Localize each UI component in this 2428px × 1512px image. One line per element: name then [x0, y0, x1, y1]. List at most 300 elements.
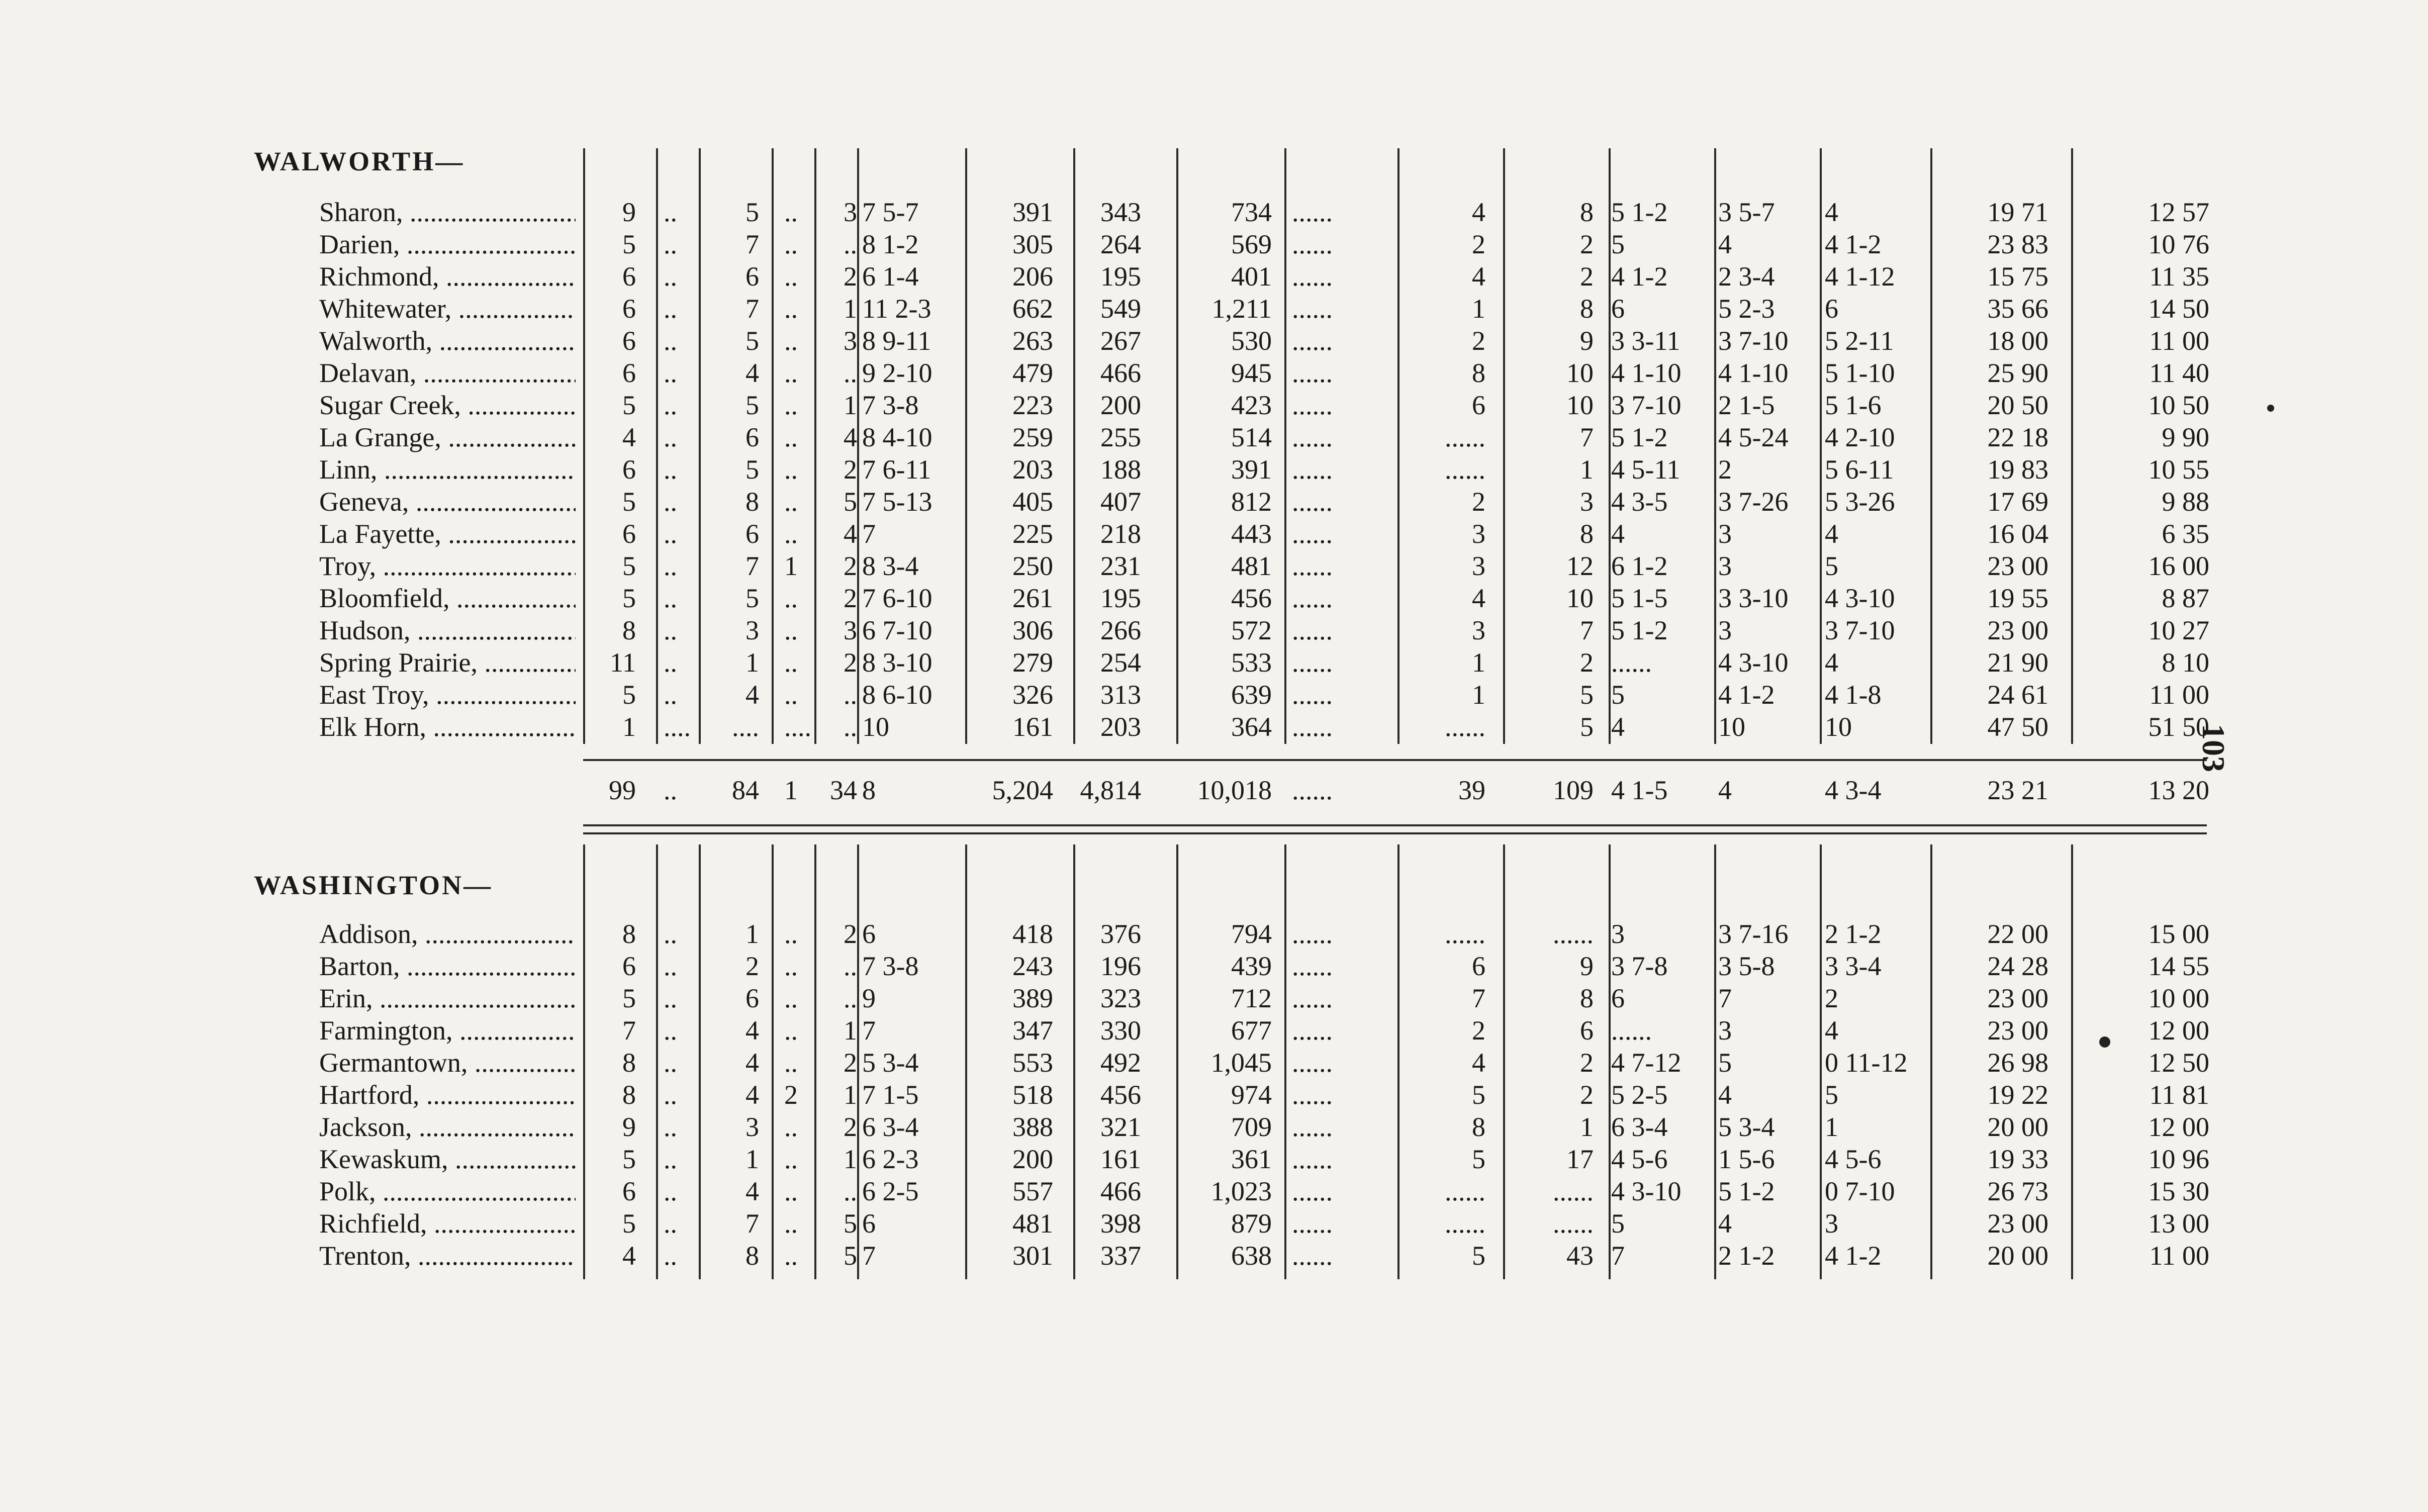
table-cell: 4 1-2 — [1825, 1241, 1882, 1271]
table-cell: 7 — [1580, 422, 1594, 452]
table-cell: ...... — [1445, 1176, 1485, 1206]
table-cell: 4 5-11 — [1611, 454, 1680, 485]
table-cell: 4 1-10 — [1718, 358, 1789, 388]
column-rule — [1176, 148, 1178, 744]
table-cell: 5 1-2 — [1718, 1176, 1775, 1206]
table-cell: 4 — [1472, 583, 1485, 613]
table-cell: 7 — [1472, 983, 1485, 1013]
column-rule — [1609, 844, 1611, 1279]
table-cell: 14 50 — [2148, 294, 2209, 324]
table-cell: ...... — [1292, 1144, 1333, 1174]
town-name: Farmington, ..... — [319, 1014, 576, 1047]
table-cell: .. — [664, 197, 677, 227]
table-cell: 20 00 — [1987, 1241, 2048, 1271]
table-cell: 23 83 — [1987, 229, 2048, 259]
table-cell: .. — [664, 422, 677, 452]
table-cell: 4 — [1718, 1208, 1732, 1239]
table-cell: 19 71 — [1987, 197, 2048, 227]
table-cell: 1 — [1580, 1112, 1594, 1142]
table-cell: 6 — [1472, 390, 1485, 420]
table-cell: 10 96 — [2148, 1144, 2209, 1174]
column-rule — [2071, 148, 2073, 744]
town-name: Sharon, ..... — [319, 196, 576, 228]
total-cell: 109 — [1553, 775, 1594, 805]
town-name: Trenton, ..... — [319, 1240, 576, 1272]
table-cell: 2 — [1580, 229, 1594, 259]
table-cell: 9 88 — [2162, 487, 2209, 517]
table-cell: .. — [664, 1015, 677, 1046]
table-cell: .. — [664, 294, 677, 324]
table-cell: 5 3-26 — [1825, 487, 1895, 517]
column-rule — [1284, 148, 1286, 744]
table-cell: 3 7-8 — [1611, 951, 1668, 981]
table-cell: 17 — [1566, 1144, 1594, 1174]
table-cell: 5 — [622, 229, 636, 259]
table-cell: 4 2-10 — [1825, 422, 1895, 452]
table-cell: .. — [664, 551, 677, 581]
table-cell: ...... — [1445, 919, 1485, 949]
table-cell: 549 — [1100, 294, 1141, 324]
table-cell: 5 — [1472, 1144, 1485, 1174]
table-cell: 1 — [1825, 1112, 1838, 1142]
table-cell: 2 — [1718, 454, 1732, 485]
table-cell: 4 5-6 — [1611, 1144, 1668, 1174]
table-cell: 5 1-2 — [1611, 615, 1668, 645]
total-rule — [583, 759, 2207, 761]
table-cell: 1 — [745, 919, 759, 949]
table-cell: 5 — [622, 1144, 636, 1174]
table-cell: 9 — [622, 197, 636, 227]
table-cell: 530 — [1231, 326, 1272, 356]
table-cell: 9 2-10 — [862, 358, 932, 388]
table-cell: 259 — [1012, 422, 1053, 452]
town-name: Walworth, ..... — [319, 325, 576, 357]
table-cell: 6 — [622, 951, 636, 981]
total-cell: 4 1-5 — [1611, 775, 1668, 805]
table-cell: 20 50 — [1987, 390, 2048, 420]
table-cell: 6 35 — [2162, 519, 2209, 549]
table-cell: 11 35 — [2149, 261, 2209, 292]
table-cell: 7 — [862, 1015, 876, 1046]
table-cell: .... — [784, 712, 811, 742]
table-cell: 4 1-10 — [1611, 358, 1682, 388]
table-cell: 8 87 — [2162, 583, 2209, 613]
table-cell: 2 3-4 — [1718, 261, 1775, 292]
table-cell: ...... — [1292, 583, 1333, 613]
table-cell: 0 11-12 — [1825, 1048, 1908, 1078]
table-cell: .. — [844, 1176, 857, 1206]
table-cell: 225 — [1012, 519, 1053, 549]
table-cell: 945 — [1231, 358, 1272, 388]
table-cell: 161 — [1012, 712, 1053, 742]
table-cell: ...... — [1292, 487, 1333, 517]
table-cell: 3 7-16 — [1718, 919, 1789, 949]
total-cell: 13 20 — [2148, 775, 2209, 805]
table-cell: 4 5-24 — [1718, 422, 1789, 452]
table-cell: ...... — [1292, 712, 1333, 742]
table-cell: 418 — [1012, 919, 1053, 949]
table-cell: 5 — [745, 326, 759, 356]
table-cell: 638 — [1231, 1241, 1272, 1271]
town-name: Hudson, ..... — [319, 614, 576, 646]
table-cell: 6 — [622, 294, 636, 324]
table-cell: 8 — [622, 615, 636, 645]
column-rule — [1820, 148, 1822, 744]
table-cell: .. — [664, 1176, 677, 1206]
table-cell: .. — [784, 680, 798, 710]
total-cell: 4 3-4 — [1825, 775, 1882, 805]
table-cell: 5 3-4 — [1718, 1112, 1775, 1142]
table-cell: 376 — [1100, 919, 1141, 949]
town-name: La Grange, ..... — [319, 421, 576, 453]
table-cell: 19 55 — [1987, 583, 2048, 613]
table-cell: .. — [844, 983, 857, 1013]
table-cell: 7 — [862, 1241, 876, 1271]
column-rule — [1503, 148, 1505, 744]
total-cell: 8 — [862, 775, 876, 805]
table-cell: 398 — [1100, 1208, 1141, 1239]
table-cell: 8 — [1580, 197, 1594, 227]
table-cell: 223 — [1012, 390, 1053, 420]
table-cell: 3 5-7 — [1718, 197, 1775, 227]
table-cell: 1 — [844, 1015, 857, 1046]
table-cell: .. — [664, 583, 677, 613]
table-cell: 5 2-11 — [1825, 326, 1894, 356]
table-cell: 3 5-8 — [1718, 951, 1775, 981]
table-cell: .. — [784, 951, 798, 981]
table-cell: 5 6-11 — [1825, 454, 1894, 485]
table-cell: 6 — [862, 919, 876, 949]
total-cell: 10,018 — [1197, 775, 1272, 805]
table-cell: ...... — [1292, 1176, 1333, 1206]
table-cell: .. — [664, 680, 677, 710]
table-cell: 2 — [844, 454, 857, 485]
table-cell: 1 5-6 — [1718, 1144, 1775, 1174]
table-cell: 23 00 — [1987, 551, 2048, 581]
table-cell: 572 — [1231, 615, 1272, 645]
table-cell: .. — [784, 326, 798, 356]
table-cell: 5 — [622, 551, 636, 581]
table-cell: 266 — [1100, 615, 1141, 645]
table-cell: .. — [784, 583, 798, 613]
table-cell: 389 — [1012, 983, 1053, 1013]
table-cell: 19 83 — [1987, 454, 2048, 485]
table-cell: ...... — [1292, 229, 1333, 259]
table-cell: 263 — [1012, 326, 1053, 356]
table-cell: 12 — [1566, 551, 1594, 581]
table-cell: 6 — [745, 261, 759, 292]
table-cell: 26 73 — [1987, 1176, 2048, 1206]
table-cell: 11 2-3 — [862, 294, 931, 324]
total-cell: 4 — [1718, 775, 1732, 805]
table-cell: 6 — [1611, 294, 1625, 324]
table-cell: 677 — [1231, 1015, 1272, 1046]
table-cell: 7 — [745, 229, 759, 259]
table-cell: 4 — [622, 422, 636, 452]
table-cell: 203 — [1100, 712, 1141, 742]
town-name: East Troy, ..... — [319, 679, 576, 711]
table-cell: 5 — [1825, 1080, 1838, 1110]
column-rule — [772, 844, 774, 1279]
table-cell: 5 — [622, 487, 636, 517]
table-cell: 12 50 — [2148, 1048, 2209, 1078]
total-cell: 34 — [830, 775, 857, 805]
table-cell: 662 — [1012, 294, 1053, 324]
table-cell: 12 00 — [2148, 1112, 2209, 1142]
table-cell: 306 — [1012, 615, 1053, 645]
table-cell: .. — [784, 983, 798, 1013]
table-cell: 195 — [1100, 261, 1141, 292]
table-cell: 11 00 — [2149, 326, 2209, 356]
table-cell: 6 — [622, 261, 636, 292]
table-cell: ...... — [1292, 983, 1333, 1013]
table-cell: .. — [784, 487, 798, 517]
table-cell: 5 1-2 — [1611, 197, 1668, 227]
table-cell: 3 7-10 — [1611, 390, 1682, 420]
table-cell: 514 — [1231, 422, 1272, 452]
table-cell: 5 — [622, 983, 636, 1013]
table-cell: .. — [664, 983, 677, 1013]
table-cell: 7 1-5 — [862, 1080, 919, 1110]
town-name: Linn, ..... — [319, 453, 576, 486]
table-cell: .. — [784, 1241, 798, 1271]
table-cell: 9 — [622, 1112, 636, 1142]
table-cell: 7 — [745, 551, 759, 581]
column-rule — [1714, 148, 1716, 744]
table-cell: 1,045 — [1210, 1048, 1272, 1078]
table-cell: 51 50 — [2148, 712, 2209, 742]
table-cell: .. — [784, 1048, 798, 1078]
town-name: Geneva, ..... — [319, 486, 576, 518]
table-cell: 255 — [1100, 422, 1141, 452]
table-cell: 3 7-10 — [1718, 326, 1789, 356]
table-cell: 3 — [1718, 1015, 1732, 1046]
column-rule — [1609, 148, 1611, 744]
table-cell: 23 00 — [1987, 983, 2048, 1013]
table-cell: 24 28 — [1987, 951, 2048, 981]
table-cell: 12 00 — [2148, 1015, 2209, 1046]
table-cell: 388 — [1012, 1112, 1053, 1142]
table-cell: .. — [664, 261, 677, 292]
table-cell: .. — [664, 519, 677, 549]
total-cell: 4,814 — [1080, 775, 1141, 805]
table-cell: 2 1-5 — [1718, 390, 1775, 420]
table-cell: 5 1-5 — [1611, 583, 1668, 613]
table-cell: ...... — [1292, 647, 1333, 678]
table-cell: 22 00 — [1987, 919, 2048, 949]
column-rule — [772, 148, 774, 744]
table-cell: 5 — [1611, 229, 1625, 259]
table-cell: 161 — [1100, 1144, 1141, 1174]
table-cell: 20 00 — [1987, 1112, 2048, 1142]
town-name: Addison, ..... — [319, 918, 576, 950]
table-cell: 401 — [1231, 261, 1272, 292]
table-cell: 3 3-11 — [1611, 326, 1680, 356]
table-cell: 9 90 — [2162, 422, 2209, 452]
table-cell: 2 — [1472, 326, 1485, 356]
table-cell: 4 — [745, 1015, 759, 1046]
table-cell: 4 — [844, 519, 857, 549]
table-cell: ...... — [1611, 1015, 1652, 1046]
table-cell: 456 — [1100, 1080, 1141, 1110]
table-cell: 974 — [1231, 1080, 1272, 1110]
table-cell: 5 — [1580, 680, 1594, 710]
table-cell: 4 — [745, 1080, 759, 1110]
table-cell: 466 — [1100, 358, 1141, 388]
table-cell: 16 04 — [1987, 519, 2048, 549]
table-cell: .. — [784, 519, 798, 549]
table-cell: 19 22 — [1987, 1080, 2048, 1110]
ink-dot — [2267, 405, 2274, 412]
table-cell: ...... — [1292, 326, 1333, 356]
table-cell: .. — [784, 1208, 798, 1239]
town-name: Germantown, ..... — [319, 1047, 576, 1079]
table-cell: 4 1-8 — [1825, 680, 1882, 710]
table-cell: 4 — [844, 422, 857, 452]
table-cell: 5 — [1580, 712, 1594, 742]
table-cell: 8 3-10 — [862, 647, 932, 678]
table-cell: 8 — [622, 1048, 636, 1078]
table-cell: .. — [664, 1144, 677, 1174]
table-cell: 361 — [1231, 1144, 1272, 1174]
table-cell: 1 — [745, 647, 759, 678]
table-cell: 10 — [1566, 358, 1594, 388]
table-cell: 6 1-4 — [862, 261, 919, 292]
table-cell: 261 — [1012, 583, 1053, 613]
table-cell: .. — [844, 358, 857, 388]
table-cell: 5 1-10 — [1825, 358, 1895, 388]
table-cell: 188 — [1100, 454, 1141, 485]
table-cell: ...... — [1292, 390, 1333, 420]
table-cell: 5 — [622, 390, 636, 420]
table-cell: 13 00 — [2148, 1208, 2209, 1239]
table-cell: 481 — [1231, 551, 1272, 581]
table-cell: ...... — [1292, 358, 1333, 388]
table-cell: .. — [664, 229, 677, 259]
table-cell: 879 — [1231, 1208, 1272, 1239]
table-cell: 10 55 — [2148, 454, 2209, 485]
table-cell: 4 1-2 — [1825, 229, 1882, 259]
table-cell: ...... — [1292, 1048, 1333, 1078]
town-name: Sugar Creek, ..... — [319, 389, 576, 421]
table-cell: 391 — [1231, 454, 1272, 485]
table-cell: .. — [664, 1208, 677, 1239]
table-cell: 3 — [1718, 615, 1732, 645]
table-cell: 443 — [1231, 519, 1272, 549]
table-cell: 4 — [1825, 647, 1838, 678]
table-cell: 5 — [1472, 1080, 1485, 1110]
column-rule — [699, 844, 701, 1279]
table-cell: 10 50 — [2148, 390, 2209, 420]
table-cell: 330 — [1100, 1015, 1141, 1046]
double-rule — [583, 832, 2207, 834]
table-cell: 4 — [745, 680, 759, 710]
table-cell: ...... — [1292, 197, 1333, 227]
table-cell: 8 — [622, 1080, 636, 1110]
table-cell: ...... — [1292, 1241, 1333, 1271]
table-cell: 4 3-10 — [1611, 1176, 1682, 1206]
table-cell: 6 — [622, 454, 636, 485]
table-cell: ...... — [1292, 454, 1333, 485]
table-cell: 4 — [745, 1176, 759, 1206]
column-rule — [1820, 844, 1822, 1279]
table-cell: 19 33 — [1987, 1144, 2048, 1174]
column-rule — [1930, 844, 1932, 1279]
table-cell: 6 — [1580, 1015, 1594, 1046]
town-name: Delavan, ..... — [319, 357, 576, 389]
town-name: Spring Prairie, ..... — [319, 646, 576, 679]
total-cell: 1 — [784, 775, 798, 805]
table-cell: 200 — [1012, 1144, 1053, 1174]
table-cell: 812 — [1231, 487, 1272, 517]
table-cell: 8 — [745, 1241, 759, 1271]
table-cell: 2 — [1580, 1080, 1594, 1110]
table-cell: 321 — [1100, 1112, 1141, 1142]
total-cell: .. — [664, 775, 677, 805]
table-cell: 21 90 — [1987, 647, 2048, 678]
table-cell: 17 69 — [1987, 487, 2048, 517]
table-cell: ...... — [1292, 1015, 1333, 1046]
table-cell: 6 — [622, 358, 636, 388]
column-rule — [1284, 844, 1286, 1279]
table-cell: 3 — [745, 1112, 759, 1142]
table-cell: 5 1-6 — [1825, 390, 1882, 420]
table-cell: 481 — [1012, 1208, 1053, 1239]
table-cell: 25 90 — [1987, 358, 2048, 388]
town-name: Darien, ..... — [319, 228, 576, 260]
table-cell: ...... — [1292, 1112, 1333, 1142]
town-name: Kewaskum, ..... — [319, 1143, 576, 1175]
table-cell: .. — [784, 919, 798, 949]
column-rule — [1714, 844, 1716, 1279]
table-cell: 2 — [844, 261, 857, 292]
column-rule — [1073, 148, 1075, 744]
table-cell: 4 — [1611, 712, 1625, 742]
table-cell: 1,023 — [1210, 1176, 1272, 1206]
table-cell: 3 3-4 — [1825, 951, 1882, 981]
table-cell: 3 — [1825, 1208, 1838, 1239]
table-cell: 6 2-5 — [862, 1176, 919, 1206]
table-cell: .. — [844, 951, 857, 981]
table-cell: 3 — [745, 615, 759, 645]
table-cell: 8 — [622, 919, 636, 949]
table-cell: 10 — [1718, 712, 1745, 742]
table-cell: 553 — [1012, 1048, 1053, 1078]
table-cell: 5 — [745, 390, 759, 420]
table-cell: ...... — [1445, 712, 1485, 742]
table-cell: 7 6-11 — [862, 454, 931, 485]
table-cell: .. — [664, 358, 677, 388]
table-cell: 313 — [1100, 680, 1141, 710]
table-cell: .... — [664, 712, 691, 742]
table-cell: 15 30 — [2148, 1176, 2209, 1206]
table-cell: 2 — [1472, 1015, 1485, 1046]
table-cell: 8 4-10 — [862, 422, 932, 452]
table-cell: 2 — [844, 647, 857, 678]
table-cell: .. — [784, 1112, 798, 1142]
table-cell: 466 — [1100, 1176, 1141, 1206]
table-cell: 2 — [844, 551, 857, 581]
total-cell: ...... — [1292, 775, 1333, 805]
town-name: Whitewater, ..... — [319, 293, 576, 325]
table-cell: .. — [784, 1176, 798, 1206]
table-cell: 5 2-3 — [1718, 294, 1775, 324]
table-cell: 3 — [1472, 615, 1485, 645]
table-cell: 4 — [622, 1241, 636, 1271]
table-cell: 26 98 — [1987, 1048, 2048, 1078]
table-cell: 7 3-8 — [862, 390, 919, 420]
table-cell: 8 9-11 — [862, 326, 931, 356]
